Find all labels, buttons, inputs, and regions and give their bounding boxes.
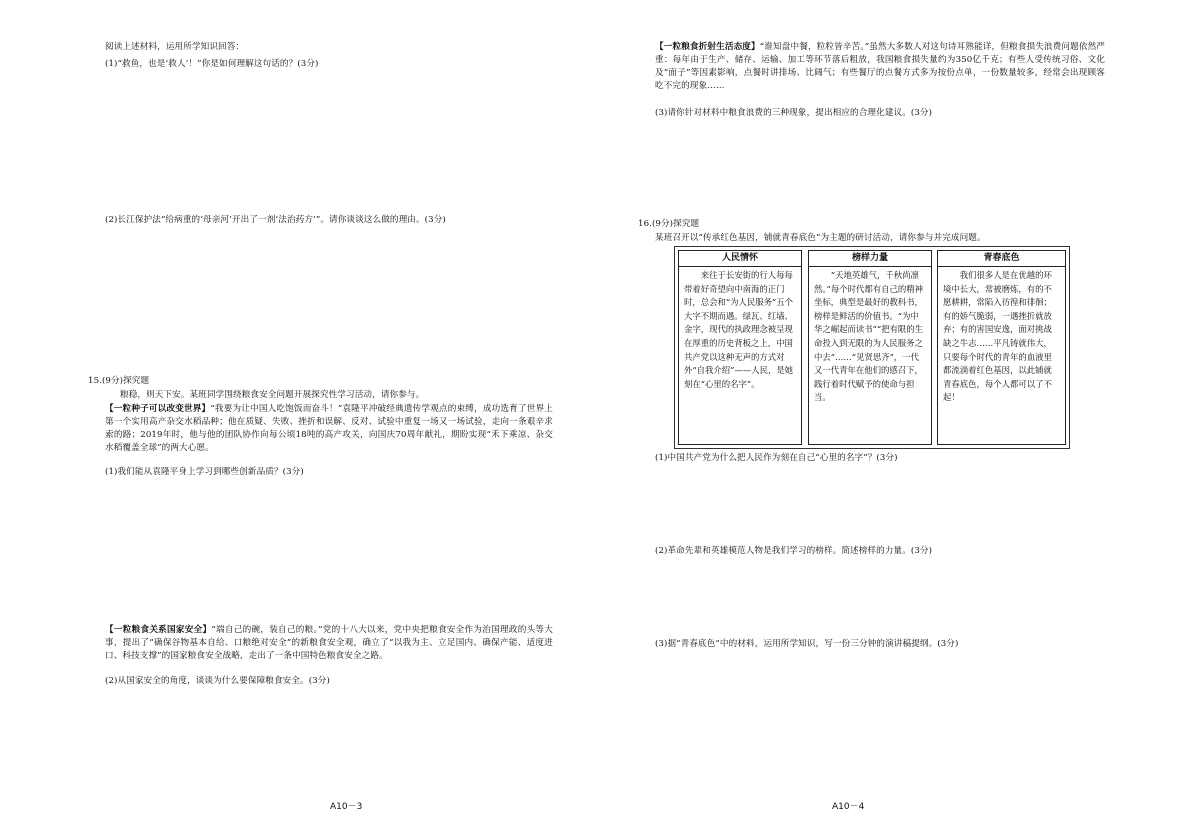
box-people-title: 人民情怀 [679,251,801,267]
question-15-1: (1)我们能从袁隆平身上学习到哪些创新品质？(3分) [105,467,304,477]
material-security-text: “端自己的碗，装自己的粮。”党的十八大以来，党中央把粮食安全作为治国理政的头等大事，提出了“确保谷物基本自给、口粮绝对安全”的新粮食安全观，确立了“以我为主、立足国内、确保产能、适度进口、科技支撑”的国家粮食安全战略，走出了一条中国特色粮食安全之路。 [105,625,553,661]
box-role-model-text: “天地英雄气，千秋尚凛然。”每个时代都有自己的精神坐标，典型是最好的教科书，榜样是鲜活的价值书。“为中华之崛起而读书”“把有限的生命投入到无限的为人民服务之中去”……“见贤思齐”，一代又一代青年在他们的感召下，践行着时代赋予的使命与担当。 [814,270,924,403]
question-16-title: 16.(9分)探究题 [638,219,700,229]
material-waste-tag: 【一粒粮食折射生活态度】 [655,42,760,52]
question-14-2: (2)长江保护法“给病重的‘母亲河’开出了一剂‘法治药方’”。请你谈谈这么做的理由。(3分) [105,215,446,225]
question-14-1: (1)“救鱼，也是‘救人’！”你是如何理解这句话的？(3分) [105,59,319,69]
page-footer-left: A10－3 [330,802,363,812]
page-footer-right: A10－4 [832,802,865,812]
material-seed-text: “我要为让中国人吃饱饭而奋斗！”袁隆平冲破经典遗传学观点的束缚，成功选育了世界上第一个实用高产杂交水稻品种；他在质疑、失败、挫折和误解、反对、试验中重复一场又一场试验，走向一条艰辛求索的路；2019年时，他与他的团队协作向每公顷18吨的高产攻关，向国庆70周年献礼，期盼实现“禾下乘凉、杂交水稻覆盖全球”的两大心愿。 [105,404,553,453]
question-16-2: (2)革命先辈和英雄模范人物是我们学习的榜样。简述榜样的力量。(3分) [655,546,933,556]
material-waste-text: “谁知盘中餐，粒粒皆辛苦。”虽然大多数人对这句诗耳熟能详，但粮食损失浪费问题依然严重：每年由于生产、储存、运输、加工等环节落后粗放，我国粮食损失量约为350亿千克；有些人受传统习俗、文化及“面子”等因素影响，点餐时讲排场、比阔气；有些餐厅的点餐方式多为按份点单，一份数量较多，经常会出现顾客吃不完的现象…… [655,42,1106,91]
question-16-3: (3)据“青春底色”中的材料，运用所学知识，写一份三分钟的演讲稿提纲。(3分) [655,639,959,649]
box-role-model-title: 榜样力量 [809,251,931,267]
material-security [105,624,553,663]
material-security-tag: 【一粒粮食关系国家安全】 [105,625,212,635]
question-15-title: 15.(9分)探究题 [88,376,150,386]
question-16-1: (1)中国共产党为什么把人民作为刻在自己“心里的名字”？(3分) [655,453,898,463]
box-people-text: 来往于长安街的行人每每带着好奇望向中南海的正门时，总会和“为人民服务”五个大字不期而遇。绿瓦、红墙、金字，现代的执政理念被呈现在厚重的历史背板之上，中国共产党以这种无声的方式对外“自我介绍”——人民，是她刻在“心里的名字”。 [684,270,794,389]
material-seed [105,403,553,455]
question-15-3: (3)请你针对材料中粮食浪费的三种现象，提出相应的合理化建议。(3分) [655,108,933,118]
box-youth-title: 青春底色 [938,251,1065,267]
material-seed-tag: 【一粒种子可以改变世界】 [105,404,211,414]
reading-intro: 阅读上述材料，运用所学知识回答： [105,42,245,52]
page-a10-4 [600,0,1200,837]
box-youth-text: 我们很多人是在优越的环境中长大，常被磨炼，有的不愿耕耕，常陷入彷徨和徘徊；有的娇气脆弱，一遇挫折就放弃；有的害国安逸，面对挑战缺之牛志……平凡铸就伟大，只要每个时代的青年的血液里都流淌着红色基因，以此铺就青春底色，每个人都可以了不起！ [943,270,1052,403]
question-15-intro: 粮稳，则天下安。某班同学围绕粮食安全问题开展探究性学习活动，请你参与。 [120,390,425,400]
question-16-intro: 某班召开以“传承红色基因，铺就青春底色”为主题的研讨活动，请你参与并完成问题。 [655,233,986,243]
box-people [678,250,802,445]
box-youth [937,250,1066,445]
box-role-model [808,250,932,445]
material-waste [655,41,1105,93]
question-15-2: (2)从国家安全的角度，谈谈为什么要保障粮食安全。(3分) [105,676,330,686]
